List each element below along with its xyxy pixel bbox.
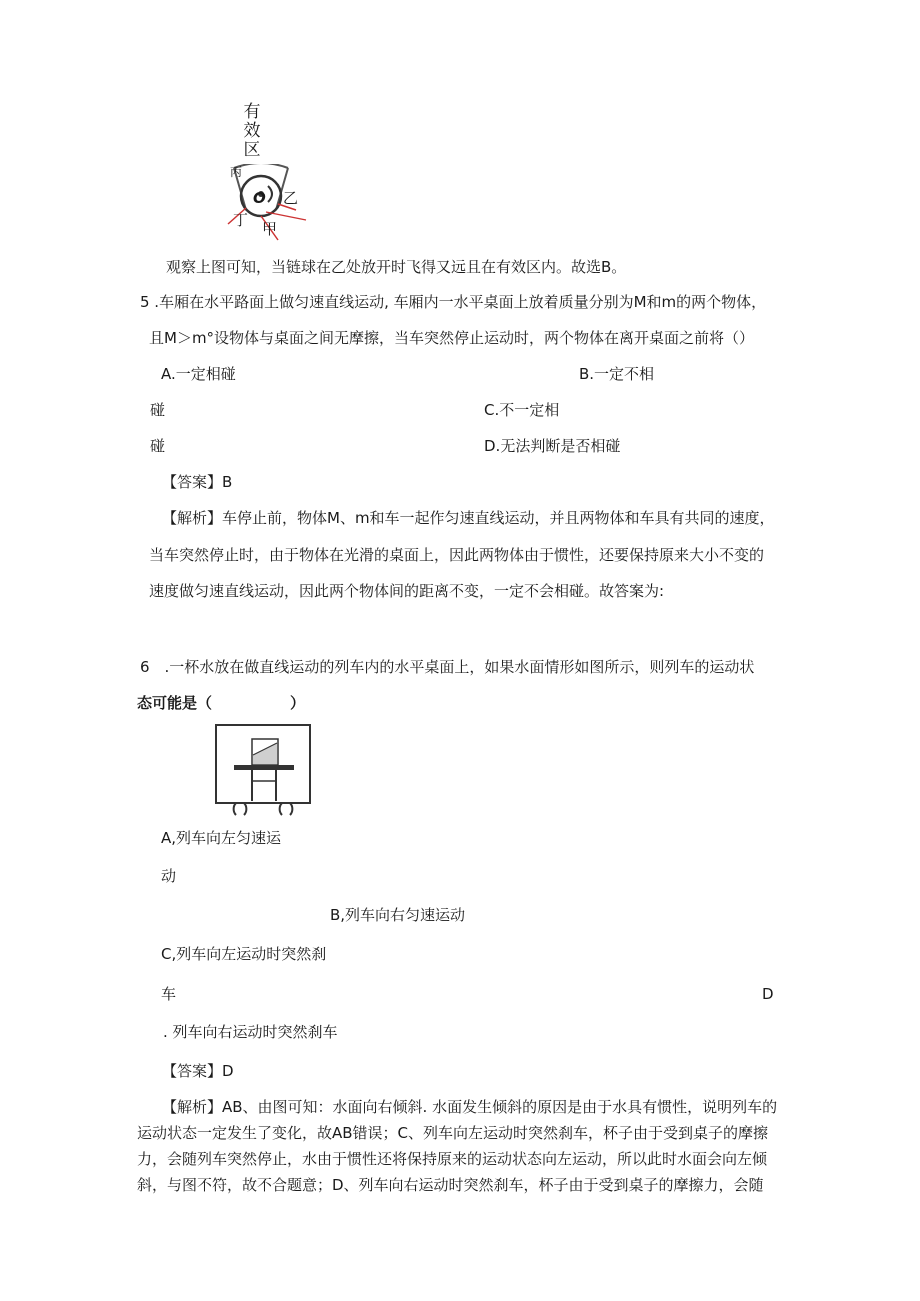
q5-line1: 5 .车厢在水平路面上做匀速直线运动, 车厢内一水平桌面上放着质量分别为M和m的两个物体， [140, 293, 767, 311]
q5-line2: 且M＞m°设物体与桌面之间无摩擦，当车突然停止运动时，两个物体在离开桌面之前将（） [149, 329, 755, 347]
q6-answer: 【答案】D [162, 1062, 234, 1080]
fig1-label-xiao: 效 [243, 121, 261, 141]
q5-option-c-cont: 碰 [150, 437, 166, 455]
q6-option-a: A,列车向左匀速运 [161, 829, 282, 847]
q6-option-c: C,列车向左运动时突然刹 [161, 945, 327, 963]
q6-explanation-line3: 力，会随列车突然停止，水由于惯性还将保持原来的运动状态向左运动，所以此时水面会向左倾 [137, 1150, 768, 1168]
train-cup-diagram [214, 723, 314, 819]
q5-explanation-line1: 【解析】车停止前，物体M、m和车一起作匀速直线运动，并且两物体和车具有共同的速度， [162, 509, 775, 527]
q6-explanation-line1: 【解析】AB、由图可知：水面向右倾斜. 水面发生倾斜的原因是由于水具有惯性，说明列车的 [162, 1098, 778, 1116]
q6-line1: 6 .一杯水放在做直线运动的列车内的水平桌面上，如果水面情形如图所示，则列车的运动状 [140, 658, 755, 676]
q5-option-b-cont: 碰 [150, 401, 166, 419]
q5-explanation-line3: 速度做匀速直线运动，因此两个物体间的距离不变，一定不会相碰。故答案为: [149, 582, 665, 600]
q6-option-a-cont: 动 [161, 867, 177, 885]
fig1-label-o: O [253, 189, 266, 207]
q5-option-c: C.不一定相 [484, 401, 560, 419]
q6-explanation-line4: 斜，与图不符，故不合题意；D、列车向右运动时突然刹车，杯子由于受到桌子的摩擦力，会随 [137, 1176, 764, 1194]
fig1-label-yi: 乙 [283, 189, 299, 207]
q6-line2-start: 态可能是（ [137, 694, 213, 712]
q5-option-b: B.一定不相 [579, 365, 655, 383]
fig1-label-qu: 区 [243, 140, 261, 160]
q6-option-b: B,列车向右匀速运动 [330, 906, 466, 924]
q5-answer: 【答案】B [162, 473, 233, 491]
q6-line2-end: ） [290, 694, 306, 712]
q5-explanation-line2: 当车突然停止时，由于物体在光滑的桌面上，因此两物体由于惯性，还要保持原来大小不变的 [149, 546, 765, 564]
observe-text: 观察上图可知，当链球在乙处放开时飞得又远且在有效区内。故选B。 [166, 258, 627, 276]
q6-explanation-line2: 运动状态一定发生了变化，故AB错误；C、列车向左运动时突然刹车，杯子由于受到桌子的摩擦 [137, 1124, 769, 1142]
q6-option-c-cont: 车 [161, 985, 177, 1003]
q6-option-d-letter: D [762, 985, 774, 1003]
fig1-label-you: 有 [243, 102, 261, 122]
q5-option-a: A.一定相碰 [161, 365, 236, 383]
fig1-label-ding: 丁 [233, 211, 249, 229]
q6-option-d: . 列车向右运动时突然刹车 [163, 1023, 338, 1041]
fig1-label-jia: 甲 [262, 220, 278, 238]
q5-option-d: D.无法判断是否相碰 [484, 437, 621, 455]
fig1-label-bing: 丙 [230, 165, 243, 179]
